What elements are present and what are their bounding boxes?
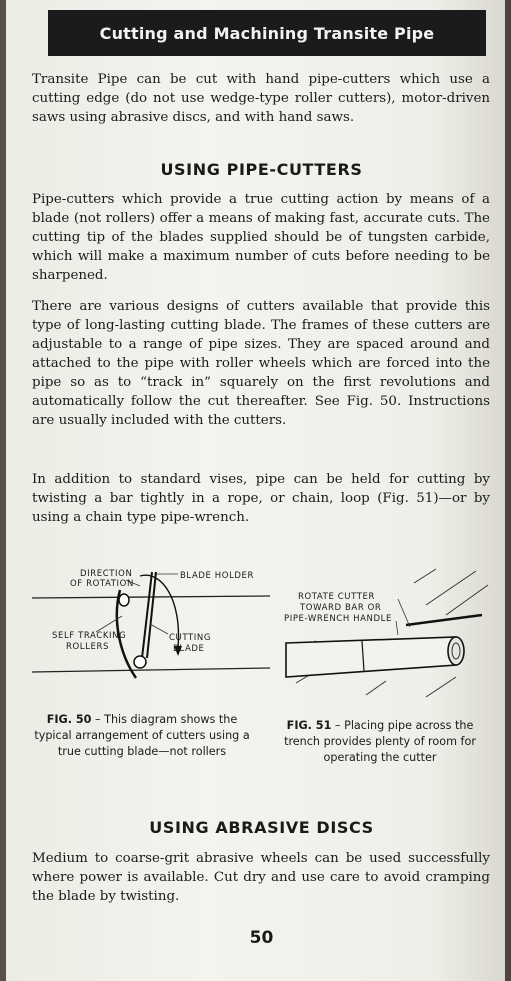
figure-51-caption-text: – Placing pipe across the trench provides plenty of room for operating the cutter (284, 719, 476, 764)
figure-51-diagram (276, 565, 491, 700)
chapter-title: Cutting and Machining Transite Pipe (99, 23, 435, 43)
fig50-label-cutting-1: CUTTING (169, 633, 212, 643)
paragraph-pipe-cutters-3: In addition to standard vises, pipe can be held for cutting by twisting a bar tightly in a rope, or chain, loop (Fig. 51)—or by using a chain type pipe-wrench. (32, 472, 490, 525)
fig51-label-line-3: PIPE-WRENCH HANDLE (284, 614, 392, 624)
fig50-label-self-tracking-2: ROLLERS (66, 642, 109, 652)
fig51-label-line-2: TOWARD BAR OR (300, 603, 382, 613)
fig50-label-direction-2: OF ROTATION (70, 579, 134, 589)
intro-paragraph: Transite Pipe can be cut with hand pipe-cutters which use a cutting edge (do not use wedge-type roller cutters), motor-driven saws using abrasive discs, and with hand saws. (32, 72, 490, 125)
figure-51-caption (268, 718, 492, 766)
heading-using-pipe-cutters: USING PIPE-CUTTERS (160, 160, 363, 179)
figure-50-caption (30, 712, 254, 760)
fig50-label-direction-1: DIRECTION (80, 569, 133, 579)
page-edge-shadow (505, 0, 511, 981)
paragraph-pipe-cutters-1: Pipe-cutters which provide a true cutting action by means of a blade (not rollers) offer a means of making fast, accurate cuts. The cutting tip of the blades supplied should be of tungsten carbide, which will make a maximum number of cuts before needing to be sharpened. (32, 192, 490, 283)
fig50-label-self-tracking-1: SELF TRACKING (52, 631, 127, 641)
fig50-label-cutting-2: BLADE (173, 644, 205, 654)
figure-50-number: FIG. 50 (46, 713, 92, 726)
fig50-label-blade-holder: BLADE HOLDER (180, 571, 255, 581)
paragraph-pipe-cutters-2: There are various designs of cutters available that provide this type of long-lasting cutting blade. The frames of these cutters are adjustable to a range of pipe sizes. They are spaced around and attached to the pipe with roller wheels which are forced into the pipe so as to “track in” squarely on the first revolutions and automatically follow the cut thereafter. See Fig. 50. Instructions are usually included with the cutters. (32, 299, 490, 428)
figure-50-caption-text: – This diagram shows the typical arrangement of cutters using a true cutting blade—not rollers (34, 713, 250, 758)
chapter-title-bar (48, 10, 486, 56)
figure-51-number: FIG. 51 (286, 719, 332, 732)
fig51-label-line-1: ROTATE CUTTER (298, 592, 376, 602)
book-page (6, 0, 506, 981)
page-number: 50 (249, 928, 274, 948)
paragraph-abrasive-discs: Medium to coarse-grit abrasive wheels can be used successfully where power is available. Cut dry and use care to avoid cramping the blade by twisting. (32, 851, 490, 904)
figure-50-diagram (32, 560, 272, 690)
heading-using-abrasive-discs: USING ABRASIVE DISCS (149, 818, 374, 837)
